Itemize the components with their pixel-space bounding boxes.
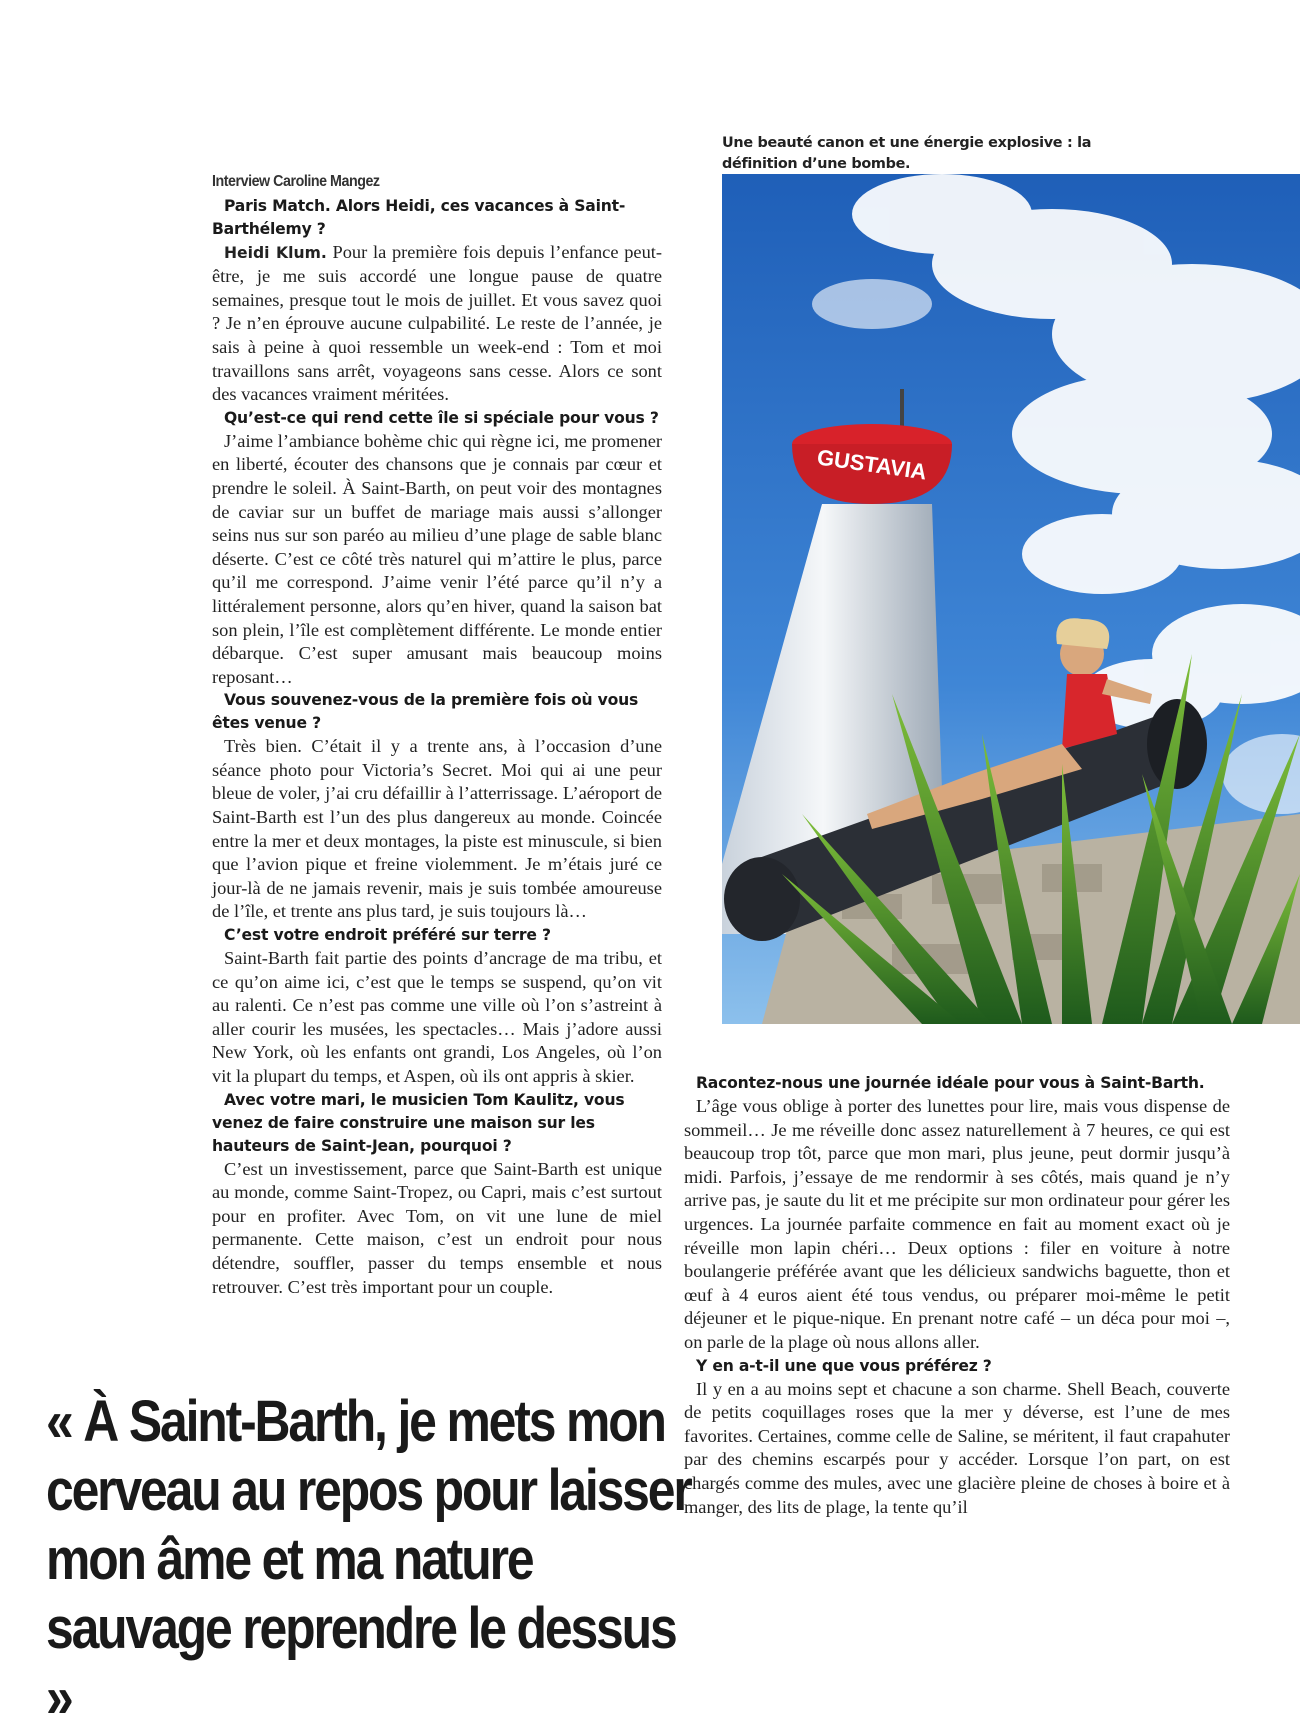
question: Qu’est-ce qui rend cette île si spéciale pour vous ?: [224, 408, 659, 427]
question: Vous souvenez-vous de la première fois où vous êtes venue ?: [212, 691, 639, 733]
answer: J’aime l’ambiance bohème chic qui règne ici, me promener en liberté, écouter des chansons que je connais par cœur et prendre le soleil. À Saint-Barth, on peut voir des montagnes de caviar sur un buffet de mariage mais aussi s’allonger seins nus sur son paréo au milieu d’une plage de sable blanc déserte. C’est ce côté très naturel qui m’attire le plus, parce qu’il me correspond. J’aime venir l’été parce qu’il n’y a littéralement personne, alors qu’en hiver, quand la saison bat son plein, l’île est complètement différente. Le monde entier débarque. C’est super amusant mais beaucoup moins reposant…: [212, 430, 662, 687]
left-column: [212, 170, 662, 1299]
answer: C’est un investissement, parce que Saint-Barth est unique au monde, comme Saint-Tropez, ou Capri, mais c’est surtout pour en profiter. Avec Tom, on vit une lune de miel permanente. Cette maison, c’est un endroit pour nous détendre, souffler, passer du temps ensemble et nous retrouver. C’est très important pour un couple.: [212, 1158, 662, 1297]
question: Racontez-nous une journée idéale pour vous à Saint-Barth.: [696, 1074, 1205, 1092]
answer-speaker: Heidi Klum.: [224, 243, 327, 262]
photo-caption: Une beauté canon et une énergie explosive : la définition d’une bombe.: [722, 135, 1092, 172]
answer-text: Pour la première fois depuis l’enfance peut-être, je me suis accordé une longue pause de quatre semaines, presque tout le mois de juillet. Et vous savez quoi ? Je n’en éprouve aucune culpabilité. Le reste de l’année, je sais à peine à quoi ressemble un week-end : Tom et moi travaillons sans arrêt, voyageons sans cesse. Alors ce sont des vacances vraiment méritées.: [212, 241, 662, 405]
lighthouse-illustration: [722, 174, 1300, 1024]
answer: [212, 241, 662, 407]
question: Y en a-t-il une que vous préférez ?: [696, 1356, 992, 1375]
question: Avec votre mari, le musicien Tom Kaulitz, vous venez de faire construire une maison sur les hauteurs de Saint-Jean, pourquoi ?: [212, 1090, 625, 1155]
question: C’est votre endroit préféré sur terre ?: [224, 926, 551, 945]
question-text: Alors Heidi, ces vacances à Saint-Barthélemy ?: [212, 196, 626, 238]
answer: Saint-Barth fait partie des points d’ancrage de ma tribu, et ce qu’on aime ici, c’est que le temps se suspend, qu’on vit au ralenti. Ce n’est pas comme une ville où l’on s’astreint à aller courir les musées, les spectacles… Mais j’adore aussi New York, où les enfants ont grandi, Los Angeles, où l’on vit la plupart du temps, et Aspen, où ils ont appris à skier.: [212, 948, 662, 1086]
question-speaker: Paris Match.: [224, 196, 331, 215]
lighthouse-photo: [722, 174, 1300, 1024]
interview-credit: Interview Caroline Mangez: [212, 173, 380, 190]
answer: Très bien. C’était il y a trente ans, à l’occasion d’une séance photo pour Victoria’s Secret. Moi qui ai une peur bleue de voler, j’ai cru défaillir à l’atterrissage. L’aéroport de Saint-Barth est l’un des plus dangereux au monde. Coincée entre la mer et deux montages, la piste est minuscule, si bien que l’avion pique et freine violemment. Je m’étais juré ce jour-là de ne jamais revenir, mais je suis tombée amoureuse de l’île, et trente ans plus tard, je suis toujours là…: [212, 736, 662, 922]
right-column: [684, 1072, 1230, 1519]
answer: L’âge vous oblige à porter des lunettes pour lire, mais vous dispense de sommeil… Je me réveille donc assez naturellement à 7 heures, ce qui est beaucoup trop tôt, parce que mon mari, plus jeune, peut dormir jusqu’à midi. Parfois, j’essaye de me rendormir à ses côtés, mais quand je n’y arrive pas, je saute du lit et me précipite sur mon ordinateur pour gérer les urgences. La journée parfaite commence en fait au moment exact où je réveille mon lapin chéri… Deux options : filer en voiture à notre boulangerie préférée avant que les délicieux sandwichs baguette, thon et œuf à 4 euros aient été tous vendus, ou préparer moi-même le petit déjeuner et le pique-nique. En prenant notre café – un déca pour moi –, on parle de la plage où nous allons aller.: [684, 1096, 1230, 1352]
answer: Il y en a au moins sept et chacune a son charme. Shell Beach, couverte de petits coquillages roses que la mer y déverse, est l’une de mes favorites. Certaines, comme celle de Saline, se méritent, il faut crapahuter par des chemins escarpés pour y accéder. Lorsque l’on part, on est chargés comme des mules, avec une glacière pleine de choses à boire et à manger, des lits de plage, la tente qu’il: [684, 1378, 1230, 1517]
pull-quote: « À Saint-Barth, je mets mon cerveau au repos pour laisser mon âme et ma nature sauvage reprendre le dessus »: [46, 1389, 691, 1730]
question: [212, 195, 662, 241]
lighthouse-sign: GUSTAVIA: [815, 444, 929, 485]
